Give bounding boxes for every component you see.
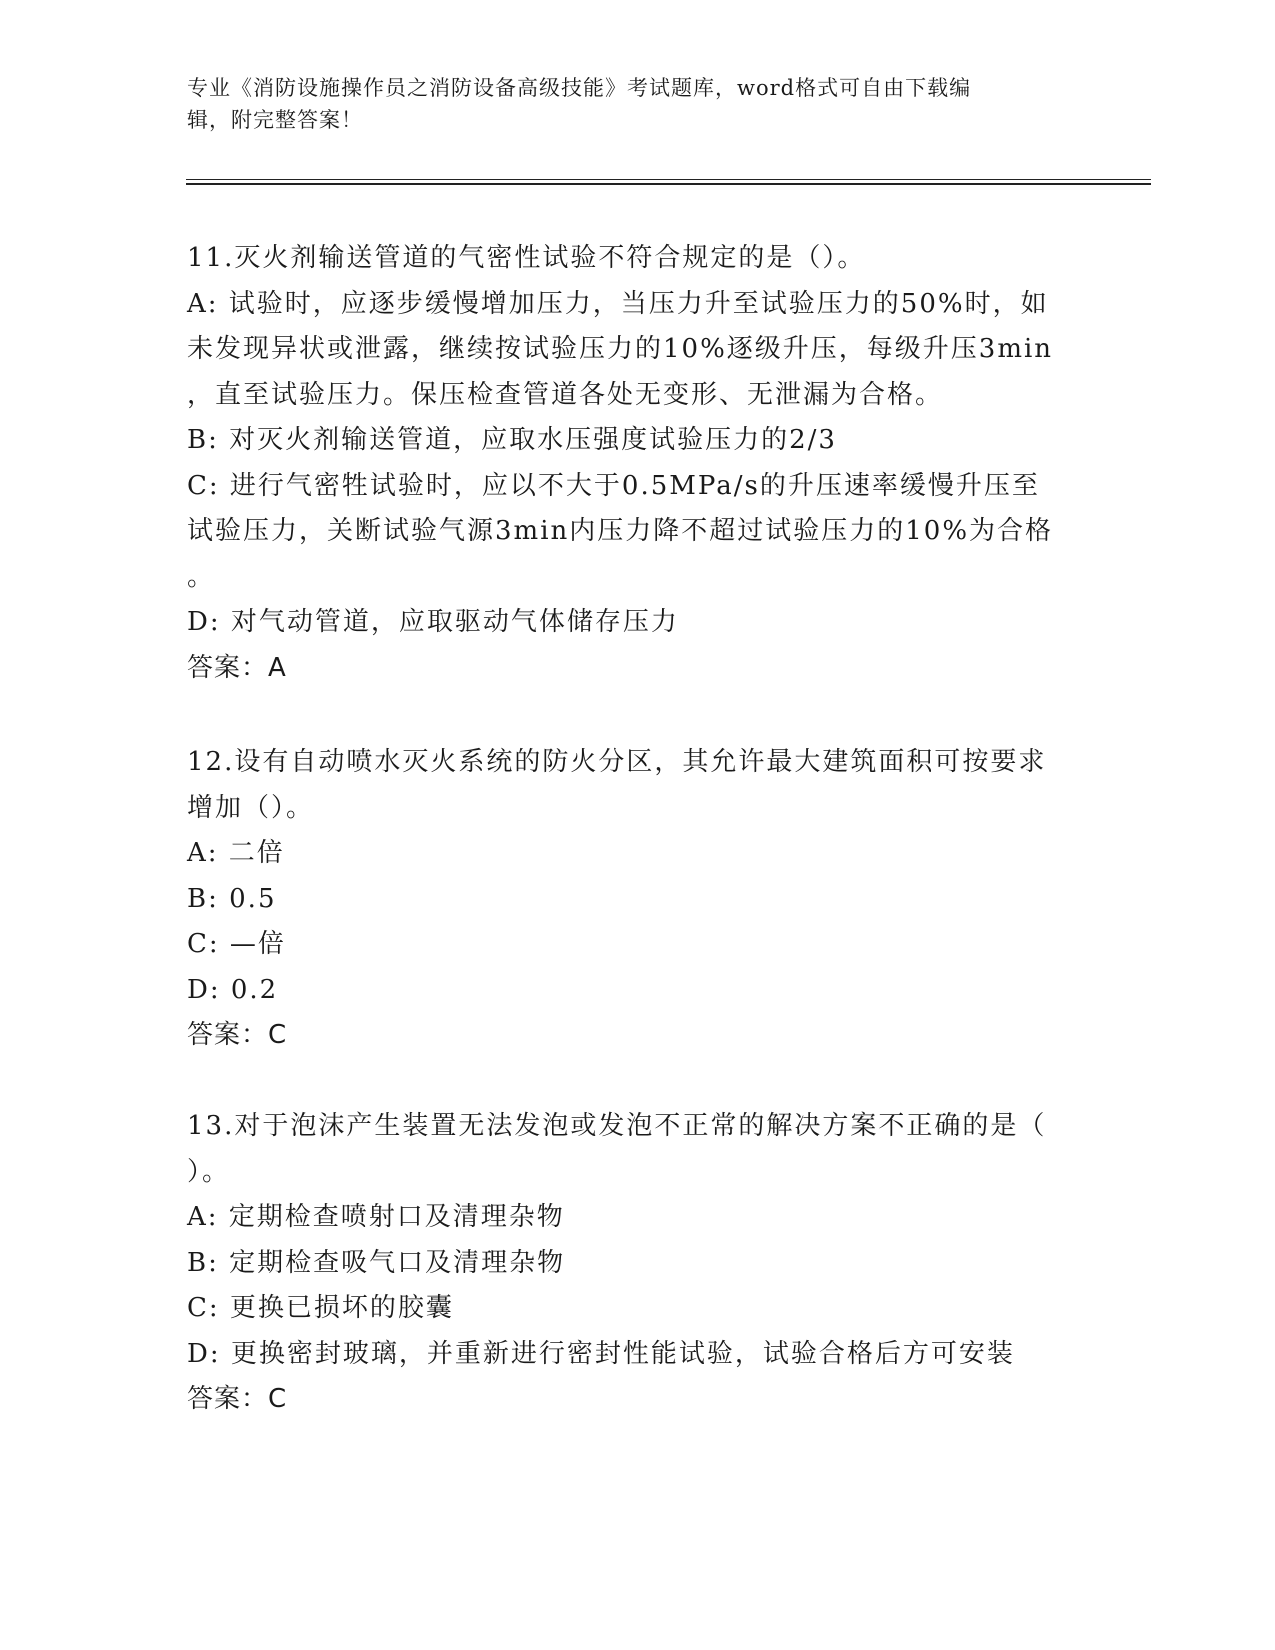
- option-b: B: 0.5: [187, 883, 277, 914]
- option-c: 试验压力，关断试验气源3min内压力降不超过试验压力的10%为合格: [187, 516, 1054, 546]
- question-stem: 12.设有自动喷水灭火系统的防火分区，其允许最大建筑面积可按要求: [187, 747, 1047, 777]
- option-a: A: 定期检查喷射口及清理杂物: [187, 1202, 565, 1232]
- question-stem: 11.灭火剂输送管道的气密性试验不符合规定的是（）。: [187, 243, 866, 273]
- option-a: A: 二倍: [187, 838, 285, 868]
- question-stem: 增加（）。: [187, 792, 315, 823]
- option-c: C: —倍: [187, 929, 286, 959]
- answer: 答案：C: [187, 1020, 288, 1050]
- option-b: B: 定期检查吸气口及清理杂物: [187, 1247, 566, 1278]
- question-13: [187, 1104, 1077, 1423]
- question-stem: ）。: [187, 1156, 231, 1187]
- option-c: C: 更换已损坏的胶囊: [187, 1293, 454, 1323]
- question-11: [187, 236, 1077, 691]
- header-divider: [186, 179, 1151, 180]
- option-a: 未发现异状或泄露，继续按试验压力的10%逐级升压，每级升压3min: [187, 334, 1054, 364]
- question-12: [187, 740, 1077, 1059]
- header-line: 辑，附完整答案！: [187, 108, 363, 132]
- option-a: A: 试验时，应逐步缓慢增加压力，当压力升至试验压力的50%时，如: [187, 288, 1049, 319]
- option-d: D: 对气动管道，应取驱动气体储存压力: [187, 607, 679, 637]
- option-b: B: 对灭火剂输送管道，应取水压强度试验压力的2/3: [187, 425, 837, 455]
- option-c: 。: [187, 561, 216, 592]
- option-d: D: 更换密封玻璃，并重新进行密封性能试验，试验合格后方可安装: [187, 1338, 1015, 1369]
- header-line: 专业《消防设施操作员之消防设备高级技能》考试题库，word格式可自由下载编: [187, 76, 972, 100]
- option-a: ，直至试验压力。保压检查管道各处无变形、无泄漏为合格。: [187, 379, 944, 410]
- document-header: [187, 72, 1077, 136]
- option-d: D: 0.2: [187, 974, 279, 1005]
- header-divider: [186, 183, 1151, 185]
- answer: 答案：A: [187, 652, 287, 683]
- answer: 答案：C: [187, 1384, 288, 1414]
- question-stem: 13.对于泡沫产生装置无法发泡或发泡不正常的解决方案不正确的是（: [187, 1111, 1047, 1141]
- option-c: C: 进行气密牲试验时，应以不大于0.5MPa/s的升压速率缓慢升压至: [187, 470, 1040, 501]
